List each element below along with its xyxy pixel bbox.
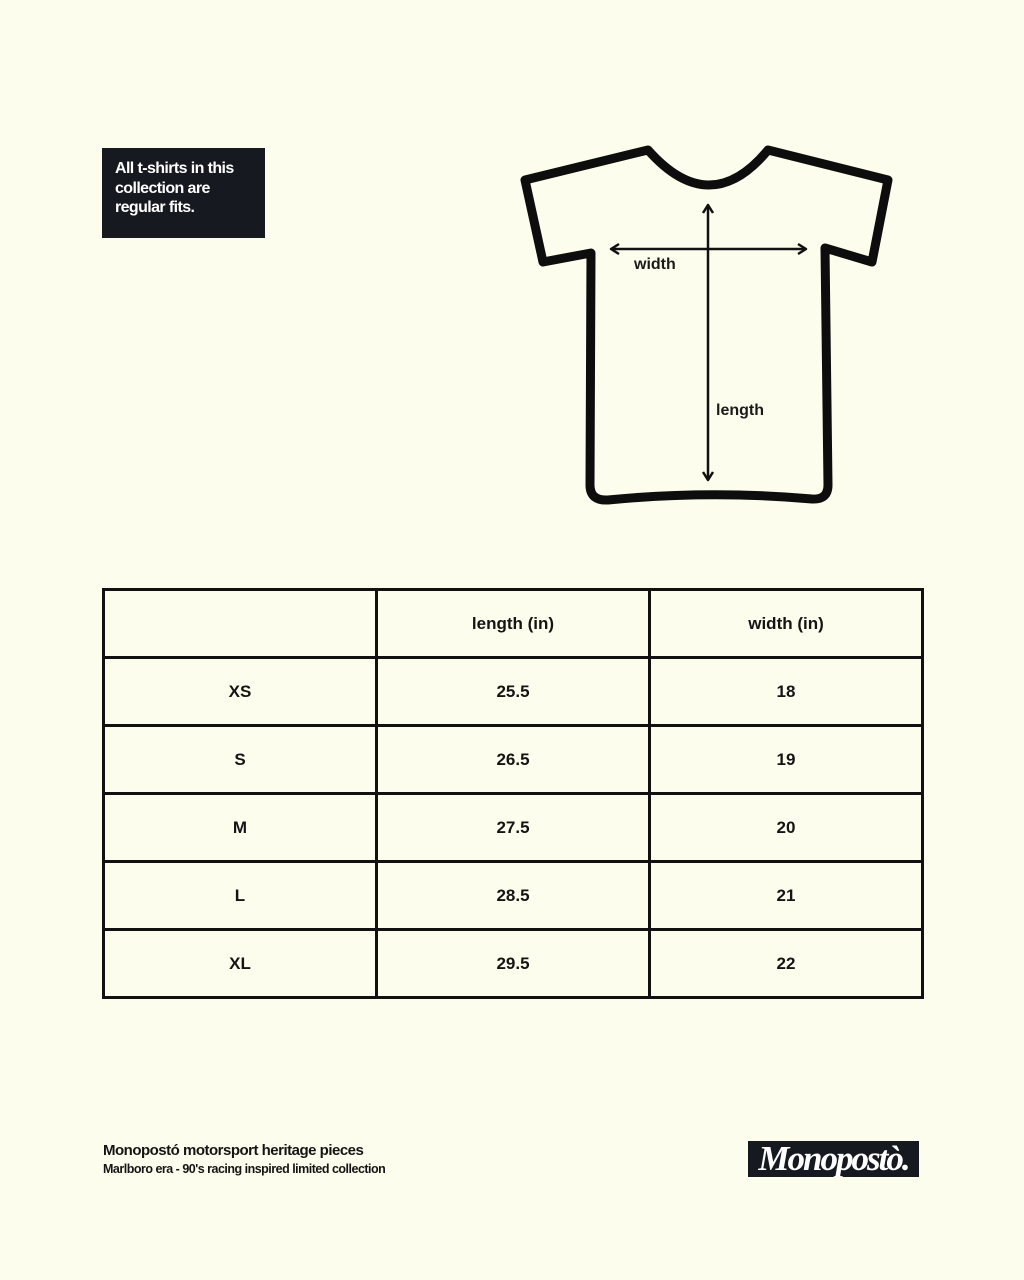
size-cell: S bbox=[104, 726, 377, 794]
length-label: length bbox=[716, 402, 764, 419]
width-cell: 18 bbox=[650, 658, 923, 726]
fit-note-box bbox=[102, 148, 265, 238]
table-row bbox=[104, 726, 923, 794]
table-header-row bbox=[104, 590, 923, 658]
width-label: width bbox=[634, 256, 676, 273]
brand-logo: Monopostò. bbox=[748, 1141, 919, 1177]
size-cell: XS bbox=[104, 658, 377, 726]
length-arrow-icon bbox=[703, 205, 713, 480]
table-row bbox=[104, 658, 923, 726]
width-cell: 21 bbox=[650, 862, 923, 930]
size-cell: M bbox=[104, 794, 377, 862]
header-size bbox=[104, 590, 377, 658]
footer-caption bbox=[103, 1141, 385, 1177]
header-width: width (in) bbox=[650, 590, 923, 658]
table-row bbox=[104, 930, 923, 998]
size-cell: XL bbox=[104, 930, 377, 998]
length-cell: 26.5 bbox=[377, 726, 650, 794]
tshirt-outline-icon bbox=[500, 130, 920, 520]
fit-note-line-1: All t-shirts in this bbox=[115, 160, 234, 177]
tshirt-diagram bbox=[500, 130, 920, 520]
header-length: length (in) bbox=[377, 590, 650, 658]
fit-note-line-3: regular fits. bbox=[115, 199, 195, 216]
table-row bbox=[104, 794, 923, 862]
length-cell: 27.5 bbox=[377, 794, 650, 862]
fit-note-line-2: collection are bbox=[115, 179, 210, 197]
length-cell: 29.5 bbox=[377, 930, 650, 998]
length-cell: 28.5 bbox=[377, 862, 650, 930]
width-cell: 19 bbox=[650, 726, 923, 794]
footer-subtitle: Marlboro era - 90's racing inspired limited collection bbox=[103, 1162, 386, 1176]
width-cell: 22 bbox=[650, 930, 923, 998]
length-cell: 25.5 bbox=[377, 658, 650, 726]
width-cell: 20 bbox=[650, 794, 923, 862]
size-cell: L bbox=[104, 862, 377, 930]
footer-title: Monopostó motorsport heritage pieces bbox=[103, 1142, 364, 1159]
table-row bbox=[104, 862, 923, 930]
size-chart-table bbox=[102, 588, 924, 999]
